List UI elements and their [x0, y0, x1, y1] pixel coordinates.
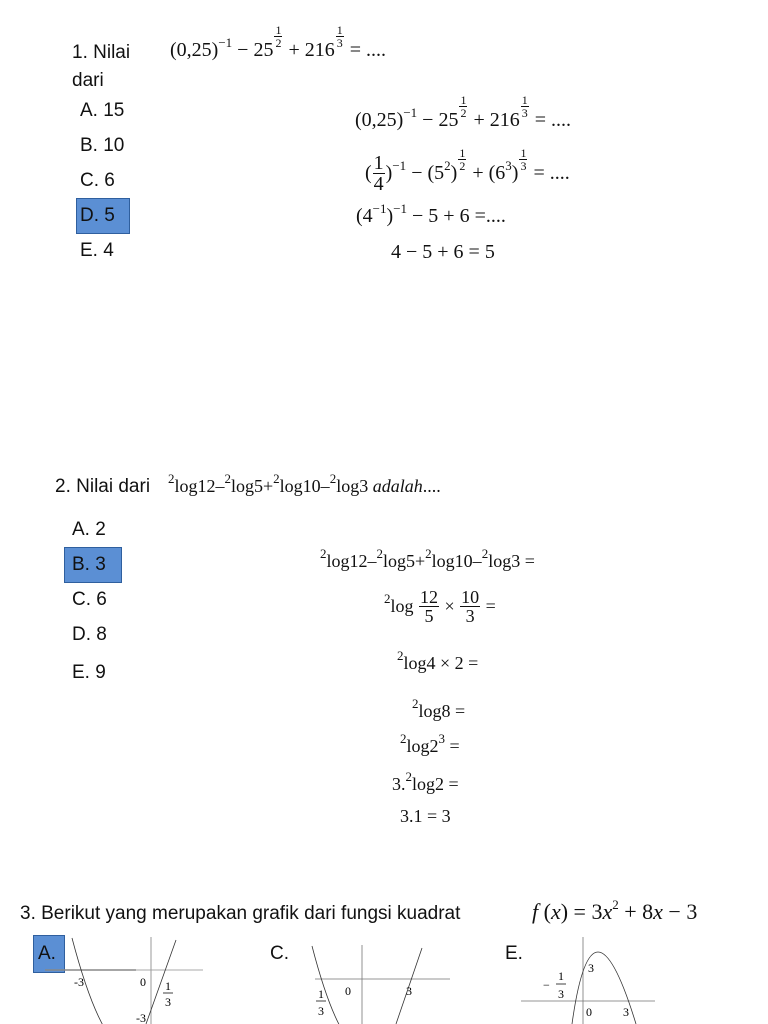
graph-a-label-0: 0	[140, 975, 146, 989]
math-text: − (5	[406, 162, 445, 184]
math-text: )	[386, 205, 394, 227]
math-text: log3 =	[488, 551, 535, 571]
math-superscript: 3	[438, 730, 446, 746]
math-text: = ....	[529, 109, 572, 131]
graph-a-label-neg3: -3	[74, 975, 84, 989]
math-text: log2	[406, 736, 439, 756]
graph-a-label-frac-den: 3	[165, 995, 171, 1009]
math-superscript: 2	[168, 470, 175, 486]
math-text: ×	[440, 596, 460, 616]
graph-e-label-0: 0	[586, 1005, 592, 1019]
fraction-denominator: 2	[460, 105, 467, 120]
graph-e-label-minus: −	[543, 978, 550, 992]
math-superscript: 2	[405, 768, 412, 784]
math-text: log	[390, 596, 419, 616]
math-text: 3.1 = 3	[400, 806, 451, 826]
q3-option-e-label[interactable]: E.	[505, 943, 523, 964]
fraction-denominator: 3	[521, 105, 528, 120]
fraction-numerator: 1	[275, 22, 282, 37]
q1-number-cont: dari	[72, 70, 104, 91]
math-italic: f	[532, 899, 539, 924]
math-text: log4 × 2 =	[403, 653, 479, 673]
math-superscript: 2	[397, 647, 404, 663]
math-superscript: 2	[412, 695, 419, 711]
graph-e-label-y3: 3	[588, 961, 594, 975]
fraction-denominator: 2	[459, 158, 466, 173]
math-superscript: 2	[400, 730, 407, 746]
math-italic: x	[602, 899, 613, 924]
math-text: log2 =	[412, 774, 459, 794]
fraction-denominator: 3	[465, 605, 475, 626]
graph-c-label-0: 0	[345, 984, 351, 998]
math-text: − 3	[662, 899, 698, 924]
math-text: log10–	[279, 476, 330, 496]
q1-option-a[interactable]: A. 15	[80, 100, 125, 121]
math-text: = ....	[528, 162, 570, 184]
q1-option-e[interactable]: E. 4	[80, 240, 114, 261]
math-text: =	[445, 736, 460, 756]
math-text: )	[385, 162, 393, 184]
math-text: (4	[356, 205, 373, 227]
q2-title: 2. Nilai dari	[55, 476, 151, 497]
q2-option-b[interactable]: B. 3	[72, 554, 106, 575]
math-superscript: 2	[612, 896, 619, 912]
fraction-denominator: 5	[424, 605, 434, 626]
math-text: = ....	[344, 39, 387, 61]
math-text: log12–	[174, 476, 225, 496]
math-text: log5+	[383, 551, 426, 571]
math-text: + (6	[467, 162, 506, 184]
math-text: + 216	[283, 39, 335, 61]
q2-option-d[interactable]: D. 8	[72, 624, 107, 645]
math-superscript: −1	[372, 200, 387, 216]
math-text: log8 =	[418, 701, 466, 721]
math-superscript: 2	[224, 470, 232, 486]
math-text: − 5 + 6 =....	[407, 205, 506, 227]
fraction-numerator: 12	[420, 586, 439, 607]
q3-option-a-label[interactable]: A.	[38, 943, 56, 964]
fraction-denominator: 3	[520, 158, 527, 173]
graph-a-label-frac-num: 1	[165, 979, 171, 993]
math-superscript: −1	[392, 157, 407, 173]
math-text: (	[365, 162, 372, 184]
math-text: 4 − 5 + 6 = 5	[391, 241, 495, 263]
fraction-numerator: 1	[521, 92, 528, 107]
math-superscript: 2	[329, 470, 337, 486]
math-text: 3.	[392, 774, 406, 794]
math-text: )	[450, 162, 458, 184]
fraction-denominator: 3	[336, 35, 343, 50]
math-superscript: −1	[403, 104, 418, 120]
math-superscript: 2	[425, 545, 432, 561]
math-text: log3	[336, 476, 373, 496]
math-italic: x	[550, 899, 561, 924]
math-superscript: 2	[384, 590, 391, 606]
math-superscript: 2	[376, 545, 384, 561]
math-text: =	[481, 596, 496, 616]
graph-c-parabola	[312, 946, 392, 1024]
q3-option-c-label[interactable]: C.	[270, 943, 289, 964]
math-superscript: 2	[320, 545, 327, 561]
math-text: )	[511, 162, 519, 184]
fraction-denominator: 2	[275, 35, 282, 50]
fraction-numerator: 1	[336, 22, 343, 37]
fraction-denominator: 4	[373, 172, 384, 195]
fraction-numerator: 1	[460, 92, 467, 107]
math-text: (0,25)	[355, 109, 404, 131]
math-text: + 216	[468, 109, 520, 131]
math-superscript: 2	[273, 470, 280, 486]
math-superscript: −1	[218, 34, 233, 50]
fraction-numerator: 1	[459, 145, 466, 160]
graph-c-label-frac-num: 1	[318, 987, 324, 1001]
graph-c-label-frac-den: 3	[318, 1004, 324, 1018]
graph-e-label-3: 3	[623, 1005, 629, 1019]
graph-a-label-y-neg3: -3	[136, 1011, 146, 1024]
q1-number: 1. Nilai	[72, 42, 131, 63]
math-text: log5+	[231, 476, 274, 496]
graph-e[interactable]	[521, 937, 655, 1024]
math-text: (0,25)	[170, 39, 219, 61]
math-italic: adalah	[372, 476, 423, 496]
math-text: − 25	[232, 39, 274, 61]
q3-title: 3. Berikut yang merupakan grafik dari fungsi kuadrat	[20, 903, 461, 924]
math-superscript: 2	[481, 545, 489, 561]
q2-option-a[interactable]: A. 2	[72, 519, 106, 540]
graph-c-label-3: 3	[406, 984, 412, 998]
fraction-numerator: 1	[373, 151, 384, 174]
fraction-numerator: 10	[461, 586, 480, 607]
graph-a[interactable]	[45, 937, 203, 1024]
math-superscript: 3	[505, 157, 512, 173]
math-text: (	[538, 899, 551, 924]
math-text: − 25	[417, 109, 459, 131]
fraction-numerator: 1	[520, 145, 527, 160]
graph-e-label-frac-den: 3	[558, 987, 564, 1001]
math-superscript: 2	[444, 157, 451, 173]
q2-option-c[interactable]: C. 6	[72, 589, 107, 610]
math-text: log12–	[326, 551, 377, 571]
graph-e-label-frac-num: 1	[558, 969, 564, 983]
math-text: + 8	[618, 899, 654, 924]
graph-c[interactable]	[312, 945, 450, 1024]
q2-option-e[interactable]: E. 9	[72, 662, 106, 683]
q1-option-b[interactable]: B. 10	[80, 135, 125, 156]
math-text: ....	[422, 476, 441, 496]
q1-option-d[interactable]: D. 5	[80, 205, 115, 226]
q1-option-c[interactable]: C. 6	[80, 170, 115, 191]
math-text: ) = 3	[560, 899, 603, 924]
math-italic: x	[653, 899, 663, 924]
math-text: log10–	[431, 551, 482, 571]
math-superscript: −1	[393, 200, 408, 216]
